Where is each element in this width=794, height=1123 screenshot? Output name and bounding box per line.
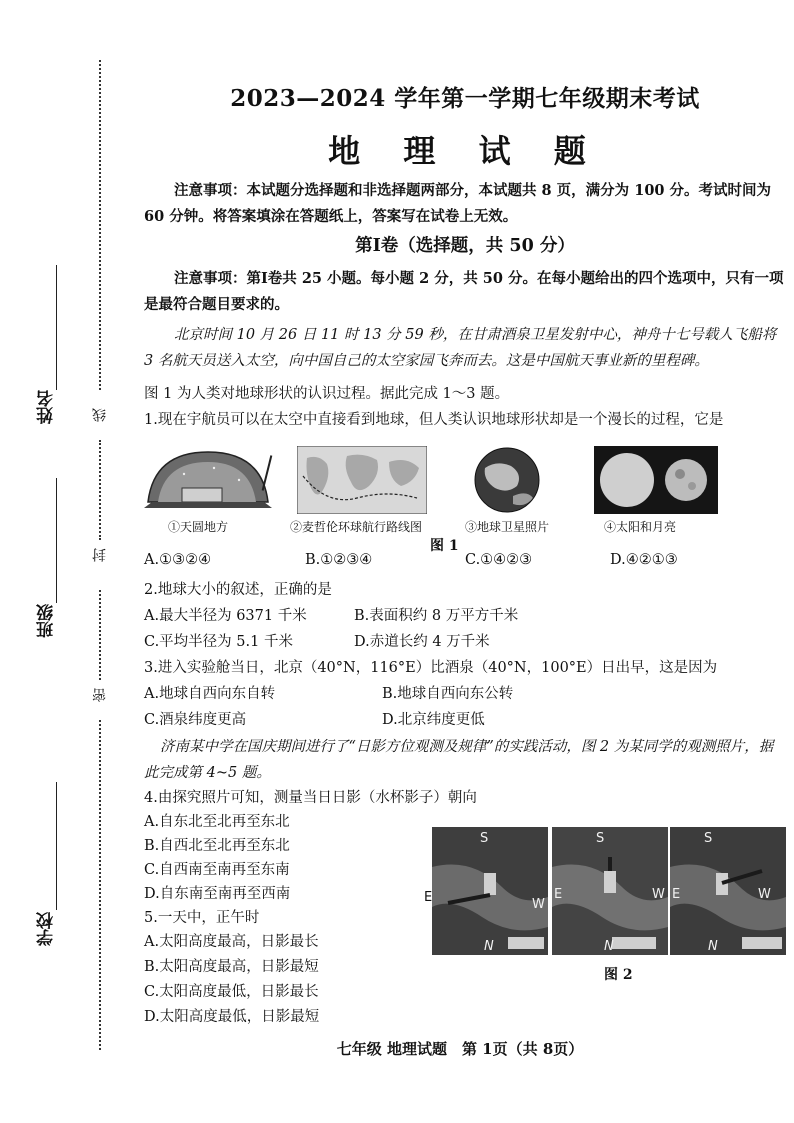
q4-option-c[interactable]: C.自西南至南再至东南 — [144, 862, 290, 878]
q2-option-b[interactable]: B.表面积约 8 万平方千米 — [354, 608, 519, 624]
q3-option-b[interactable]: B.地球自西向东公转 — [382, 686, 514, 702]
q3-stem: 3.进入实验舱当日，北京（40°N，116°E）比酒泉（40°N，100°E）日出早，这是因为 — [144, 660, 718, 676]
fig2-photo-noon — [552, 827, 668, 955]
fig2-photo1-east: E — [424, 890, 433, 905]
seal-char-feng: 封 — [92, 548, 108, 562]
q4-option-d[interactable]: D.自东南至南再至西南 — [144, 886, 291, 902]
q2-option-c[interactable]: C.平均半径为 5.1 千米 — [144, 634, 293, 650]
q2-option-d[interactable]: D.赤道长约 4 万千米 — [354, 634, 490, 650]
fig2-photo-morning — [432, 827, 548, 955]
q4-option-b[interactable]: B.自西北至北再至东北 — [144, 838, 290, 854]
exam-title: 2023—2024 学年第一学期七年级期末考试 — [230, 85, 700, 112]
q3-option-d[interactable]: D.北京纬度更低 — [382, 712, 485, 728]
section-title: 第Ⅰ卷（选择题，共 50 分） — [355, 236, 575, 256]
q2-option-a[interactable]: A.最大半径为 6371 千米 — [144, 608, 307, 624]
q4-stem: 4.由探究照片可知，测量当日日影（水杯影子）朝向 — [144, 790, 477, 806]
fig1-caption-2: ②麦哲伦环球航行路线图 — [290, 520, 423, 534]
q3-option-a[interactable]: A.地球自西向东自转 — [144, 686, 276, 702]
fig2-photo1-north: N — [484, 939, 494, 954]
fig2-label: 图 2 — [604, 967, 633, 983]
q1-option-c[interactable]: C.①④②③ — [465, 552, 533, 568]
fig1-label: 图 1 — [430, 538, 459, 554]
q1-stem: 1.现在宇航员可以在太空中直接看到地球，但人类认识地球形状却是一个漫长的过程，它是 — [144, 412, 724, 428]
fig2-photo3-north: N — [708, 939, 718, 954]
intro-paragraph-1: 北京时间 10 月 26 日 11 时 13 分 59 秒，在甘肃酒泉卫星发射中心，神舟十七号载人飞船将 3 名航天员送入太空，向中国自己的太空家园飞奔而去。这是中国航天事业新的里程碑。 — [144, 327, 777, 369]
fig2-photo2-north: N — [604, 939, 614, 954]
q5-option-d[interactable]: D.太阳高度最低，日影最短 — [144, 1009, 320, 1025]
seal-char-line: 线 — [92, 408, 108, 422]
q1-option-a[interactable]: A.①③②④ — [144, 552, 212, 568]
image-earth-satellite-photo — [471, 446, 543, 514]
q2-stem: 2.地球大小的叙述，正确的是 — [144, 582, 332, 598]
fig2-photo1-west: W — [532, 897, 545, 912]
fig2-photo3-south: S — [704, 831, 713, 846]
q5-stem: 5.一天中，正午时 — [144, 910, 260, 926]
fig1-caption-4: ④太阳和月亮 — [604, 520, 677, 534]
q4-option-a[interactable]: A.自东北至北再至东北 — [144, 814, 290, 830]
q5-option-a[interactable]: A.太阳高度最高，日影最长 — [144, 934, 319, 950]
fig1-caption-1: ①天圆地方 — [168, 520, 229, 534]
school-label: 学校 — [37, 912, 57, 946]
image-magellan-route-map — [297, 446, 427, 514]
exam-subtitle: 地 理 试 题 — [328, 132, 602, 170]
q1-option-d[interactable]: D.④②①③ — [610, 552, 678, 568]
fig2-photo-afternoon — [670, 827, 786, 955]
name-label: 姓名 — [37, 390, 57, 424]
fig2-photo1-south: S — [480, 831, 489, 846]
fig2-photo2-east: E — [554, 887, 563, 902]
binding-dotted-line — [99, 720, 101, 1050]
q1-option-b[interactable]: B.①②③④ — [305, 552, 373, 568]
fig1-caption-3: ③地球卫星照片 — [465, 520, 550, 534]
q5-option-c[interactable]: C.太阳高度最低，日影最长 — [144, 984, 319, 1000]
name-blank[interactable] — [56, 265, 57, 390]
class-label: 班级 — [37, 604, 57, 638]
binding-dotted-line — [99, 440, 101, 540]
fig2-photo2-west: W — [652, 887, 665, 902]
intro-paragraph-2: 济南某中学在国庆期间进行了“日影方位观测及规律”的实践活动，图 2 为某同学的观测照片，据此完成第 4~5 题。 — [144, 739, 774, 781]
seal-char-mi: 密 — [92, 688, 108, 702]
intro-paragraph-1-tail: 图 1 为人类对地球形状的认识过程。据此完成 1～3 题。 — [144, 386, 510, 402]
section-notice: 注意事项：第Ⅰ卷共 25 小题。每小题 2 分，共 50 分。在每小题给出的四个选项中，只有一项是最符合题目要求的。 — [144, 270, 784, 313]
image-round-sky-square-earth — [144, 446, 272, 514]
fig2-photo3-east: E — [672, 887, 681, 902]
school-blank[interactable] — [56, 782, 57, 910]
binding-dotted-line — [99, 590, 101, 680]
image-sun-and-moon — [594, 446, 718, 514]
fig2-photo2-south: S — [596, 831, 605, 846]
class-blank[interactable] — [56, 478, 57, 603]
binding-dotted-line — [99, 60, 101, 390]
fig2-photo3-west: W — [758, 887, 771, 902]
q5-option-b[interactable]: B.太阳高度最高，日影最短 — [144, 959, 319, 975]
q3-option-c[interactable]: C.酒泉纬度更高 — [144, 712, 247, 728]
page-footer: 七年级 地理试题 第 1页（共 8页） — [336, 1040, 584, 1058]
exam-notice: 注意事项：本试题分选择题和非选择题两部分，本试题共 8 页，满分为 100 分。考试时间为 60 分钟。将答案填涂在答题纸上，答案写在试卷上无效。 — [144, 182, 772, 225]
